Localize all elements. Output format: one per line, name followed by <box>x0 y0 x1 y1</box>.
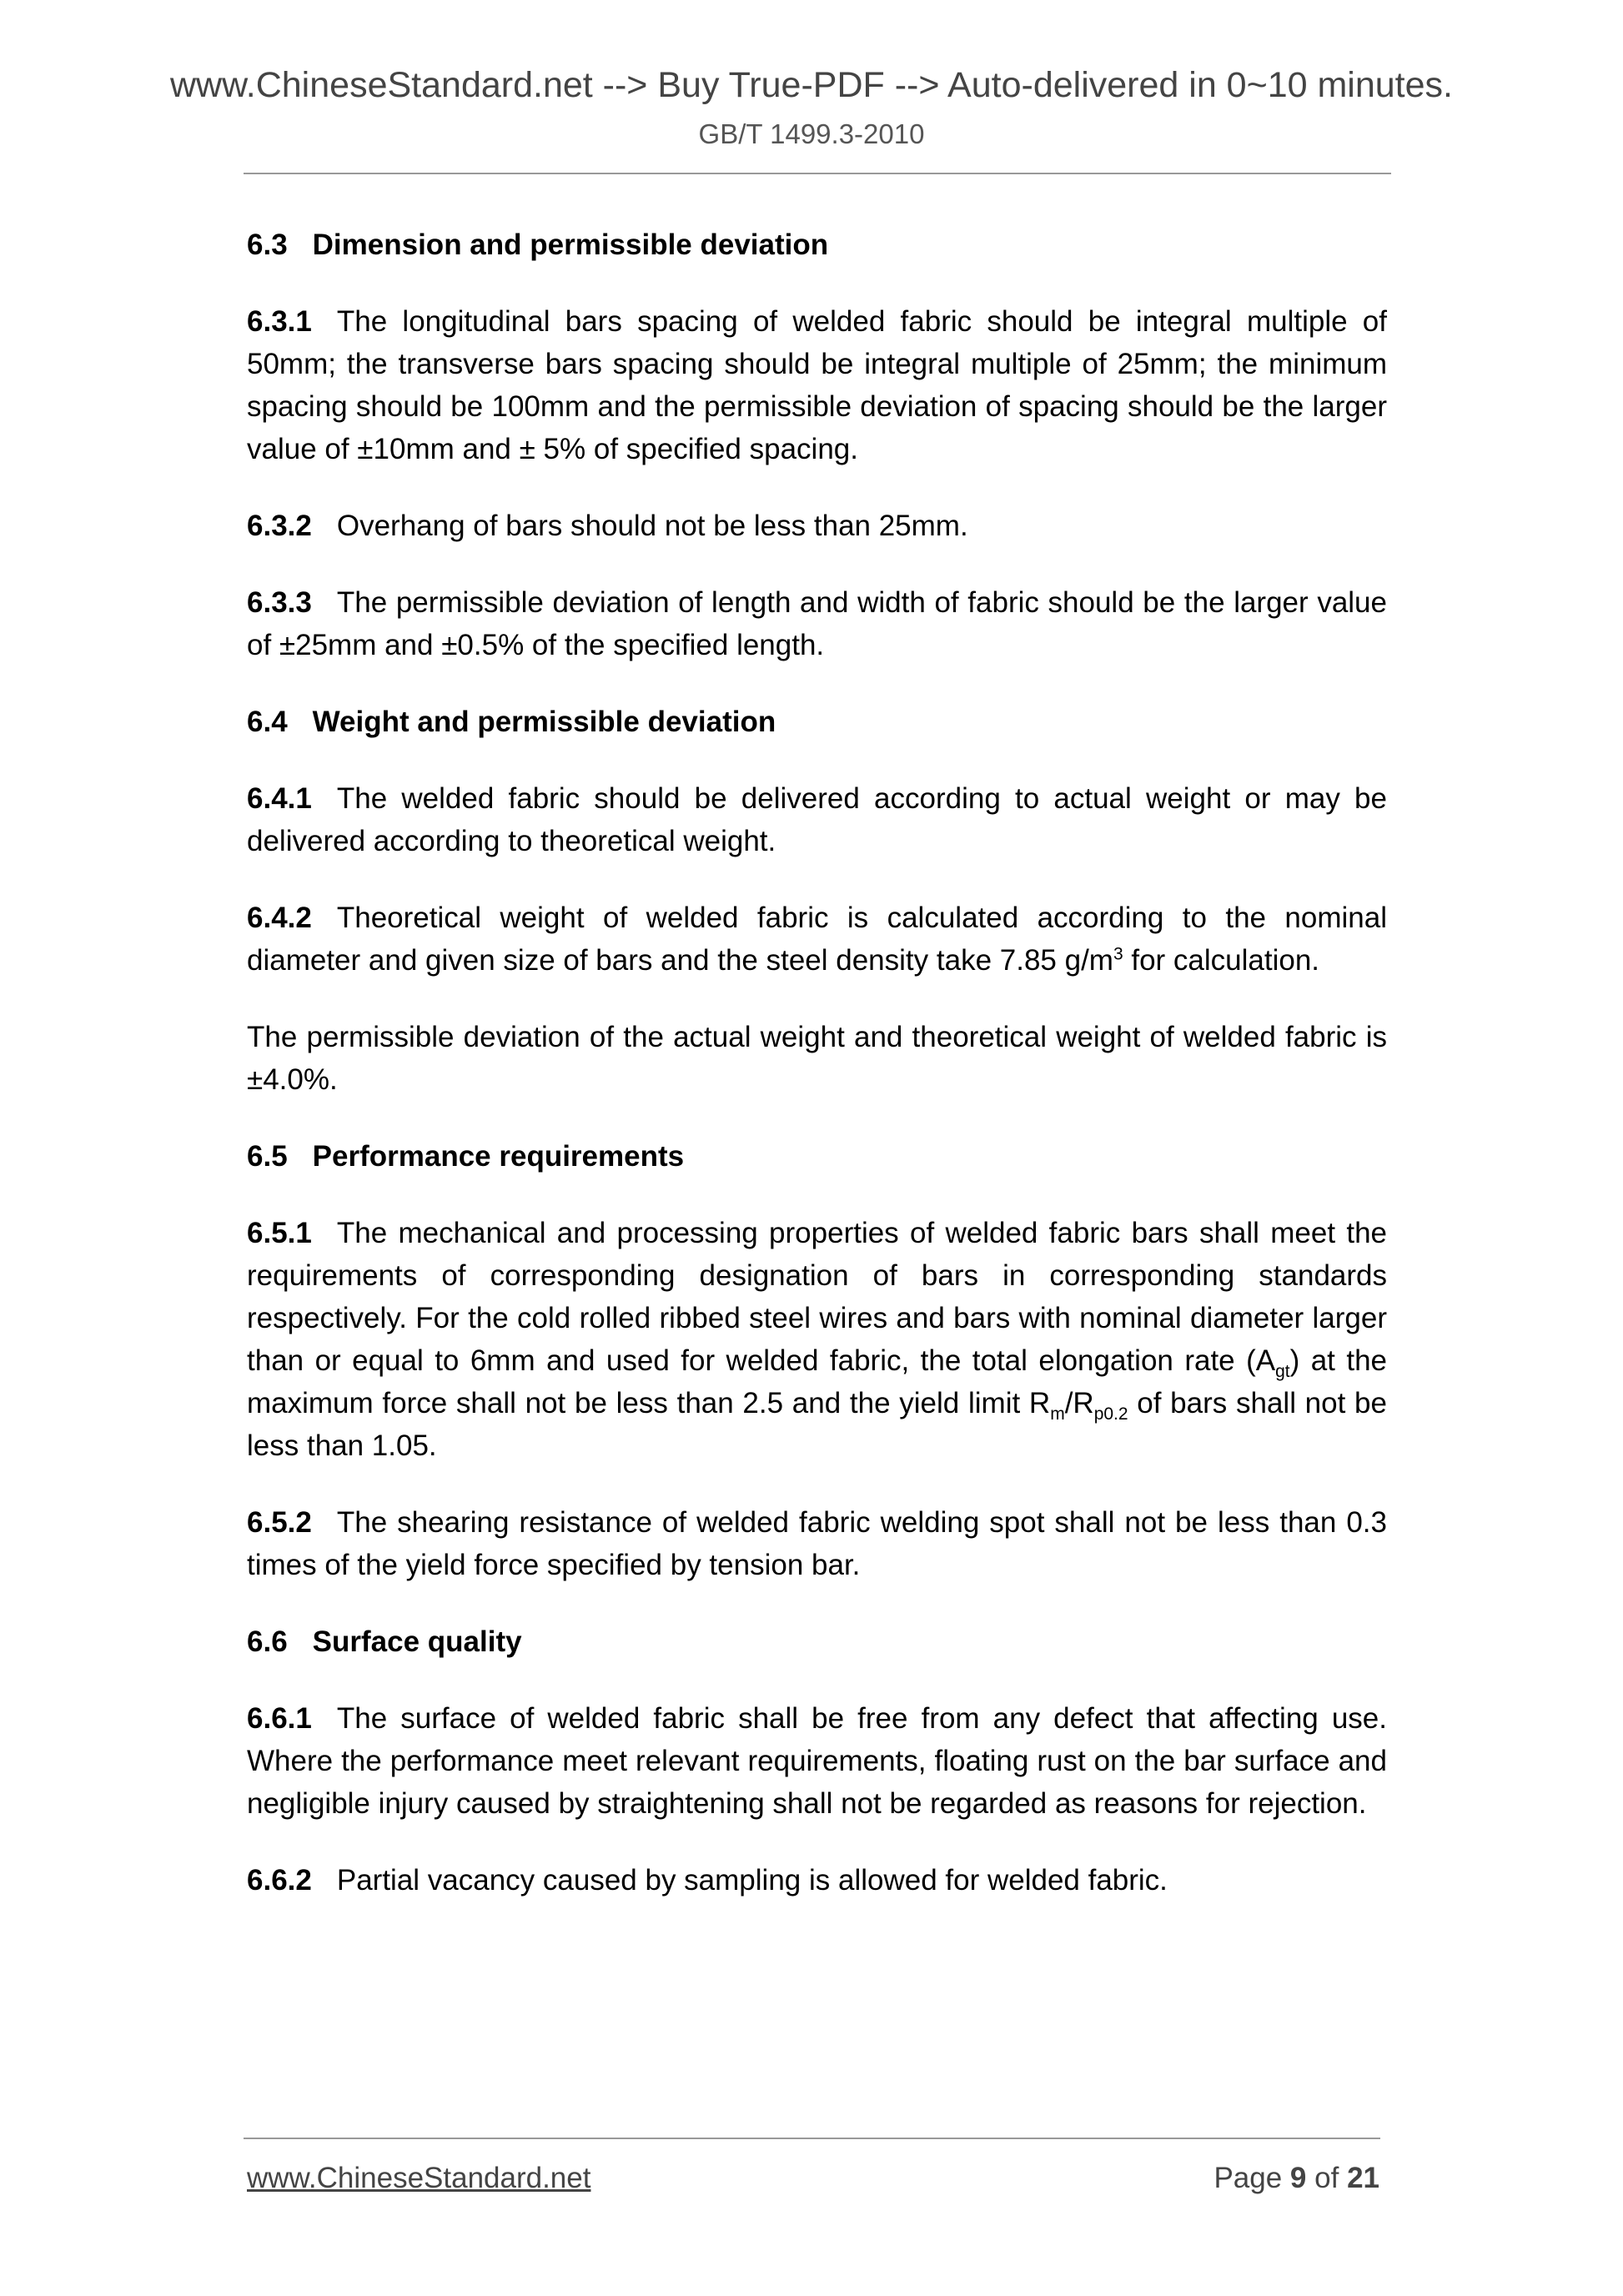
clause-6-4-2-paragraph: The permissible deviation of the actual weight and theoretical weight of welded fabric is ±4.0%. <box>247 1021 1387 1096</box>
clause-6-3-1: 6.3.1 The longitudinal bars spacing of welded fabric should be integral multiple of 50mm; the transverse bars spacing should be integral multiple of 25mm; the minimum spacing should be 100mm and the permissible deviation of spacing should be the larger value of ±10mm and ± 5% of specified spacing. <box>247 305 1387 465</box>
section-heading-6-6: 6.6 Surface quality <box>247 1625 522 1658</box>
clause-6-4-1: 6.4.1 The welded fabric should be delivered according to actual weight or may be delivered according to theoretical weight. <box>247 782 1387 857</box>
header-banner: www.ChineseStandard.net --> Buy True-PDF --> Auto-delivered in 0~10 minutes. <box>169 65 1453 105</box>
document-body <box>247 224 1387 1936</box>
document-id: GB/T 1499.3-2010 <box>698 118 925 149</box>
footer-divider <box>244 2138 1380 2139</box>
header-divider <box>244 173 1391 174</box>
page-number: Page 9 of 21 <box>1213 2162 1379 2194</box>
clause-6-4-2: 6.4.2 Theoretical weight of welded fabric is calculated according to the nominal diameter and given size of bars and the steel density take 7.85 $g/m^3$ for calculation. <box>247 902 1387 977</box>
clause-6-5-1: 6.5.1 The mechanical and processing properties of welded fabric bars shall meet the requirements of corresponding designation of bars in corresponding standards respectively. For the cold rolled ribbed steel wires and bars with nominal diameter larger than or equal to 6mm and used for welded fabric, the total elongation rate $(A_{gt})$ at the maximum force shall not be less than 2.5 and the yield limit $R_m/R_{p0.2}$ of bars shall not be less than 1.05. <box>247 1217 1387 1462</box>
clause-6-6-2: 6.6.2 Partial vacancy caused by sampling is allowed for welded fabric. <box>247 1864 1168 1897</box>
clause-6-6-1: 6.6.1 The surface of welded fabric shall be free from any defect that affecting use. Where the performance meet relevant requirements, floating rust on the bar surface and negligible injury caused by straightening shall not be regarded as reasons for rejection. <box>247 1702 1387 1820</box>
clause-6-3-3: 6.3.3 The permissible deviation of length and width of fabric should be the larger value of ±25mm and ±0.5% of the specified length. <box>247 586 1387 661</box>
section-heading-6-5: 6.5 Performance requirements <box>247 1140 685 1173</box>
section-heading-6-4: 6.4 Weight and permissible deviation <box>247 706 776 738</box>
footer-website-link[interactable]: www.ChineseStandard.net <box>247 2162 591 2194</box>
clause-6-3-2: 6.3.2 Overhang of bars should not be less than 25mm. <box>247 510 968 542</box>
section-heading-6-3: 6.3 Dimension and permissible deviation <box>247 229 829 261</box>
clause-6-5-2: 6.5.2 The shearing resistance of welded fabric welding spot shall not be less than 0.3 times of the yield force specified by tension bar. <box>247 1506 1387 1581</box>
